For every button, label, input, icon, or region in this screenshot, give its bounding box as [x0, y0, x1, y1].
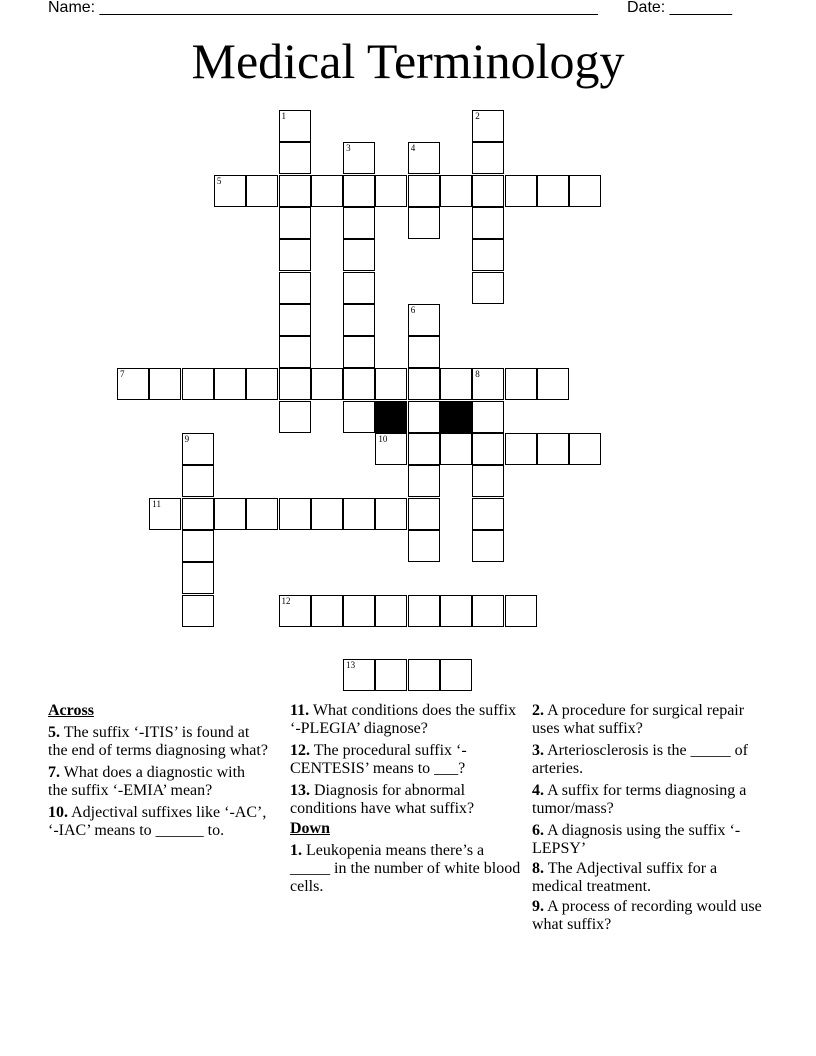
grid-cell[interactable] — [375, 368, 407, 400]
grid-cell[interactable] — [311, 368, 343, 400]
clue-number: 4. — [532, 782, 544, 799]
grid-cell[interactable] — [279, 401, 311, 433]
grid-cell[interactable] — [182, 498, 214, 530]
grid-cell[interactable] — [279, 595, 311, 627]
clue-number-label: 1 — [281, 111, 286, 121]
grid-cell[interactable] — [149, 498, 181, 530]
clue-number-label: 6 — [410, 304, 416, 315]
clue-number: 12. — [290, 742, 310, 759]
grid-cell[interactable] — [246, 175, 278, 207]
grid-cell[interactable] — [343, 142, 375, 174]
grid-cell[interactable] — [375, 498, 407, 530]
clue-text: The Adjectival suffix for a medical treatment. — [532, 860, 718, 895]
clue-number: 2. — [532, 702, 544, 719]
clue-number: 7. — [48, 764, 60, 781]
blocked-cell — [440, 401, 472, 433]
grid-cell[interactable] — [408, 207, 440, 239]
grid-cell[interactable] — [408, 659, 440, 691]
clue-text: Arteriosclerosis is the _____ of arteries. — [532, 742, 748, 777]
clue-number: 6. — [532, 822, 544, 839]
clue-text: The suffix ‘-ITIS’ is found at the end of terms diagnosing what? — [48, 724, 268, 759]
grid-cell[interactable] — [472, 110, 504, 142]
grid-cell[interactable] — [182, 530, 214, 562]
grid-cell[interactable] — [505, 433, 537, 465]
clue-number-label: 2 — [475, 111, 480, 121]
grid-cell[interactable] — [472, 465, 504, 497]
grid-cell[interactable] — [343, 239, 375, 271]
clue-number-label: 9 — [184, 434, 190, 444]
blocked-cell — [375, 401, 407, 433]
grid-cell[interactable] — [408, 142, 440, 174]
clue-text: What does a diagnostic with the suffix ‘-EMIA’ mean? — [48, 764, 246, 799]
page-title: Medical Terminology — [191, 33, 625, 89]
grid-cell[interactable] — [440, 368, 472, 400]
clue-text: A diagnosis using the suffix ‘-LEPSY’ — [532, 822, 741, 857]
grid-cell[interactable] — [246, 498, 278, 530]
clue-down-9 — [532, 898, 764, 934]
clue-number-label: 8 — [475, 369, 480, 380]
grid-cell[interactable] — [472, 239, 504, 271]
grid-cell[interactable] — [440, 659, 472, 691]
grid-cell[interactable] — [279, 207, 311, 239]
grid-cell[interactable] — [279, 110, 311, 142]
clue-down-2 — [532, 702, 764, 738]
clue-number-label: 11 — [152, 498, 161, 509]
clue-down-1 — [290, 842, 522, 896]
grid-cell[interactable] — [472, 368, 504, 400]
grid-cell[interactable] — [279, 336, 311, 368]
clue-text: Adjectival suffixes like ‘-AC’, ‘-IAC’ means to ______ to. — [48, 804, 267, 839]
grid-cell[interactable] — [472, 142, 504, 174]
clue-text: What conditions does the suffix ‘-PLEGIA’ diagnose? — [290, 702, 517, 737]
grid-cell[interactable] — [343, 659, 375, 691]
clue-number: 1. — [290, 842, 302, 859]
grid-cell[interactable] — [505, 175, 537, 207]
grid-cell[interactable] — [408, 401, 440, 433]
clue-column-2 — [290, 702, 522, 900]
grid-cell[interactable] — [343, 272, 375, 304]
clue-number-label: 10 — [378, 434, 388, 444]
clue-text: A suffix for terms diagnosing a tumor/mass? — [532, 782, 747, 817]
grid-cell[interactable] — [440, 433, 472, 465]
grid-cell[interactable] — [214, 175, 246, 207]
clue-number: 8. — [532, 860, 544, 877]
grid-cell[interactable] — [311, 175, 343, 207]
grid-cell[interactable] — [537, 433, 569, 465]
grid-cell[interactable] — [214, 368, 246, 400]
grid-cell[interactable] — [343, 595, 375, 627]
grid-cell[interactable] — [472, 498, 504, 530]
grid-cell[interactable] — [279, 175, 311, 207]
clue-across-12 — [290, 742, 522, 778]
across-heading: Across — [48, 702, 94, 719]
grid-cell[interactable] — [375, 595, 407, 627]
clue-column-3 — [532, 702, 764, 938]
grid-cell[interactable] — [149, 368, 181, 400]
clue-across-10 — [48, 804, 268, 840]
grid-cell[interactable] — [343, 498, 375, 530]
clue-number: 5. — [48, 724, 60, 741]
clue-down-8 — [532, 860, 764, 896]
clue-down-3 — [532, 742, 764, 778]
clue-text: A procedure for surgical repair uses what suffix? — [532, 702, 745, 737]
clue-across-7 — [48, 764, 268, 800]
grid-cell[interactable] — [472, 433, 504, 465]
down-heading: Down — [290, 820, 331, 837]
grid-cell[interactable] — [472, 530, 504, 562]
grid-cell[interactable] — [279, 368, 311, 400]
grid-cell[interactable] — [311, 498, 343, 530]
clue-number-label: 12 — [281, 595, 291, 606]
grid-cell[interactable] — [182, 595, 214, 627]
clue-number: 10. — [48, 804, 68, 821]
grid-cell[interactable] — [408, 498, 440, 530]
grid-cell[interactable] — [472, 175, 504, 207]
clue-number-label: 4 — [410, 143, 416, 154]
clue-number: 13. — [290, 782, 310, 799]
grid-cell[interactable] — [246, 368, 278, 400]
clue-number-label: 3 — [346, 143, 351, 154]
grid-cell[interactable] — [408, 530, 440, 562]
clue-number: 9. — [532, 898, 544, 915]
grid-cell[interactable] — [408, 595, 440, 627]
clue-text: Leukopenia means there’s a _____ in the number of white blood cells. — [290, 842, 521, 895]
grid-cell[interactable] — [472, 401, 504, 433]
grid-cell[interactable] — [343, 401, 375, 433]
grid-cell[interactable] — [375, 433, 407, 465]
grid-cell[interactable] — [214, 498, 246, 530]
grid-cell[interactable] — [343, 368, 375, 400]
clue-across-11 — [290, 702, 522, 738]
clue-text: A process of recording would use what suffix? — [532, 898, 762, 933]
clue-number-label: 7 — [120, 369, 125, 380]
grid-cell[interactable] — [440, 175, 472, 207]
clue-across-13 — [290, 782, 522, 818]
grid-cell[interactable] — [343, 336, 375, 368]
grid-cell[interactable] — [311, 595, 343, 627]
grid-cell[interactable] — [472, 595, 504, 627]
grid-cell[interactable] — [408, 175, 440, 207]
grid-cell[interactable] — [279, 142, 311, 174]
clue-number-label: 5 — [216, 175, 222, 186]
grid-cell[interactable] — [343, 207, 375, 239]
grid-cell[interactable] — [408, 304, 440, 336]
grid-cell[interactable] — [472, 272, 504, 304]
clue-text: Diagnosis for abnormal conditions have what suffix? — [290, 782, 475, 817]
clue-text: The procedural suffix ‘-CENTESIS’ means to ___? — [290, 742, 467, 777]
grid-cell[interactable] — [440, 595, 472, 627]
clue-column-1 — [48, 702, 268, 844]
grid-cell[interactable] — [279, 498, 311, 530]
grid-cell[interactable] — [472, 207, 504, 239]
grid-cell[interactable] — [408, 465, 440, 497]
grid-cell[interactable] — [182, 368, 214, 400]
grid-cell[interactable] — [408, 368, 440, 400]
grid-cell[interactable] — [182, 465, 214, 497]
grid-cell[interactable] — [117, 368, 149, 400]
clue-down-6 — [532, 822, 764, 858]
grid-cell[interactable] — [279, 272, 311, 304]
grid-cell[interactable] — [343, 175, 375, 207]
grid-cell[interactable] — [408, 433, 440, 465]
grid-cell[interactable] — [182, 433, 214, 465]
grid-cell[interactable] — [408, 336, 440, 368]
grid-cell[interactable] — [537, 368, 569, 400]
name-field[interactable]: Name: ________________________________________________________ — [48, 0, 598, 16]
clue-across-5 — [48, 724, 268, 760]
date-field[interactable]: Date: _______ — [627, 0, 732, 16]
grid-cell[interactable] — [279, 304, 311, 336]
grid-cell[interactable] — [182, 562, 214, 594]
grid-cell[interactable] — [569, 433, 601, 465]
grid-cell[interactable] — [343, 304, 375, 336]
clue-down-4 — [532, 782, 764, 818]
grid-cell[interactable] — [537, 175, 569, 207]
clue-number: 11. — [290, 702, 310, 719]
grid-cell[interactable] — [375, 659, 407, 691]
clue-number: 3. — [532, 742, 544, 759]
grid-cell[interactable] — [505, 368, 537, 400]
grid-cell[interactable] — [569, 175, 601, 207]
clue-number-label: 13 — [346, 660, 356, 671]
grid-cell[interactable] — [505, 595, 537, 627]
grid-cell[interactable] — [279, 239, 311, 271]
grid-cell[interactable] — [375, 175, 407, 207]
